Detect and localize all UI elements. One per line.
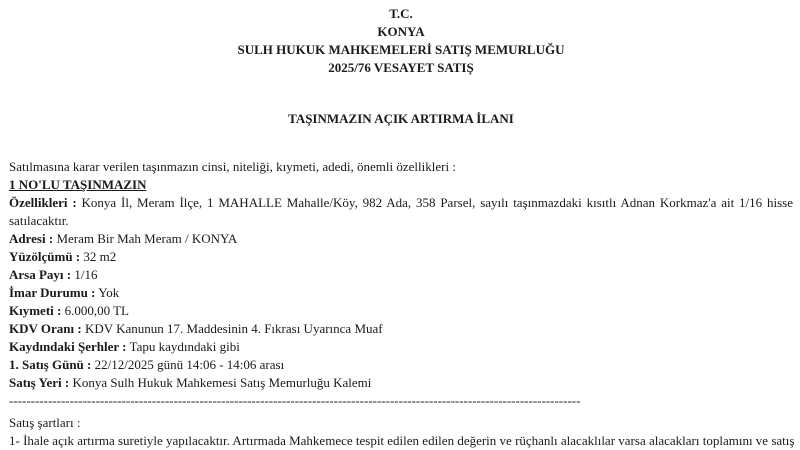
header-office: SULH HUKUK MAHKEMELERİ SATIŞ MEMURLUĞU — [237, 42, 565, 57]
field-ozellikleri — [9, 194, 793, 230]
header-city: KONYA — [377, 24, 425, 39]
field-kiymeti — [9, 302, 793, 320]
section-heading: 1 NO'LU TAŞINMAZIN — [9, 177, 147, 192]
field-label: Adresi : — [9, 231, 54, 246]
field-label: İmar Durumu : — [9, 285, 96, 300]
field-label: Kıymeti : — [9, 303, 62, 318]
field-value: Yok — [98, 285, 120, 300]
field-value: Tapu kaydındaki gibi — [129, 339, 240, 354]
header-case-number: 2025/76 VESAYET SATIŞ — [328, 60, 474, 75]
field-label: Satış Yeri : — [9, 375, 70, 390]
field-satis-gunu — [9, 356, 793, 374]
field-kdv-orani — [9, 320, 793, 338]
intro-text: Satılmasına karar verilen taşınmazın cinsi, niteliği, kıymeti, adedi, önemli özellikleri : — [9, 159, 456, 174]
field-label: Kaydındaki Şerhler : — [9, 339, 127, 354]
term-1: 1- İhale açık artırma suretiyle yapılacaktır. Artırmada Mahkemece tespit edilen edilen değerin ve rüçhanlı alacaklılar varsa alacakları toplamını ve satış — [9, 433, 795, 448]
field-value: 1/16 — [74, 267, 98, 282]
notice-title: TAŞINMAZIN AÇIK ARTIRMA İLANI — [288, 111, 514, 126]
field-value: KDV Kanunun 17. Maddesinin 4. Fıkrası Uyarınca Muaf — [84, 321, 383, 336]
header-tc: T.C. — [389, 6, 413, 21]
field-value: Meram Bir Mah Meram / KONYA — [56, 231, 238, 246]
field-adresi — [9, 230, 793, 248]
field-imar-durumu — [9, 284, 793, 302]
field-label: KDV Oranı : — [9, 321, 82, 336]
field-arsa-payi — [9, 266, 793, 284]
terms-title: Satış şartları : — [9, 415, 81, 430]
field-value: 22/12/2025 günü 14:06 - 14:06 arası — [94, 357, 285, 372]
dashed-divider: ------------------------------------------------------------------------------------------------------------------------------------ — [9, 393, 581, 408]
field-value: Konya Sulh Hukuk Mahkemesi Satış Memurluğu Kalemi — [72, 375, 372, 390]
field-value: 6.000,00 TL — [64, 303, 129, 318]
field-label: Özellikleri : — [9, 195, 77, 210]
field-yuzolcumu — [9, 248, 793, 266]
field-label: 1. Satış Günü : — [9, 357, 92, 372]
document-page — [9, 0, 793, 450]
field-label: Yüzölçümü : — [9, 249, 81, 264]
field-kaydindaki-serhler — [9, 338, 793, 356]
field-value: Konya İl, Meram İlçe, 1 MAHALLE Mahalle/Köy, 982 Ada, 358 Parsel, sayılı taşınmazdaki kısıtlı Adnan Korkmaz'a ait 1/16 hisse satılacaktır. — [9, 195, 794, 228]
field-value: 32 m2 — [83, 249, 117, 264]
field-satis-yeri — [9, 374, 793, 392]
document-header — [9, 0, 793, 77]
field-label: Arsa Payı : — [9, 267, 72, 282]
